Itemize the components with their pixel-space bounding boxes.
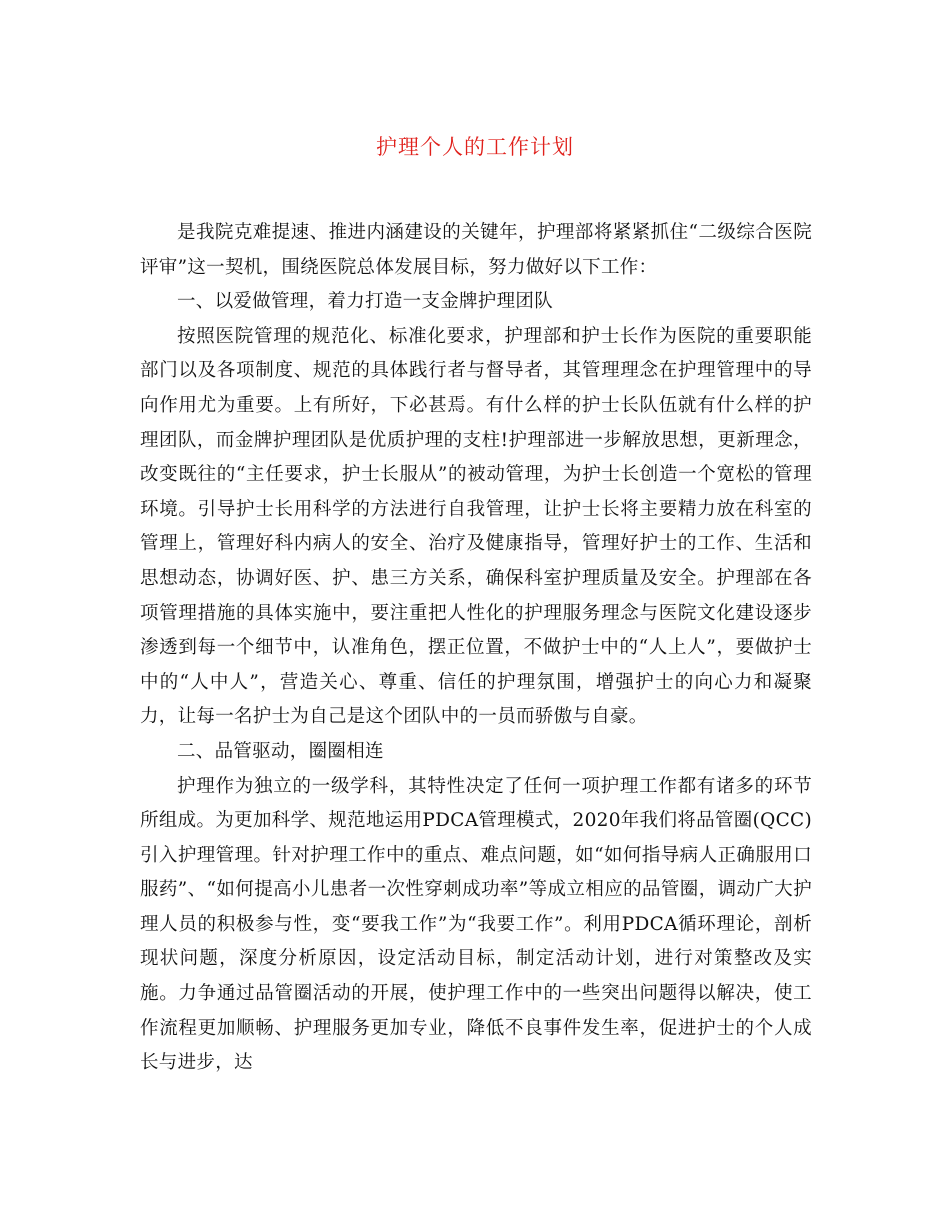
section-heading-2: 二、品管驱动，圈圈相连 — [177, 740, 384, 762]
section-1-paragraph: 按照医院管理的规范化、标准化要求，护理部和护士长作为医院的重要职能部门以及各项制度、规范的具体践行者与督导者，其管理理念在护理管理中的导向作用尤为重要。上有所好，下必甚焉。有什么样的护士长队伍就有什么样的护理团队，而金牌护理团队是优质护理的支柱!护理部进一步解放思想，更新理念，改变既往的“主任要求，护士长服从”的被动管理，为护士长创造一个宽松的管理环境。引导护士长用科学的方法进行自我管理，让护士长将主要精力放在科室的管理上，管理好科内病人的安全、治疗及健康指导，管理好护士的工作、生活和思想动态，协调好医、护、患三方关系，确保科室护理质量及安全。护理部在各项管理措施的具体实施中，要注重把人性化的护理服务理念与医院文化建设逐步渗透到每一个细节中，认准角色，摆正位置，不做护士中的“人上人”，要做护士中的“人中人”，营造关心、尊重、信任的护理氛围，增强护士的向心力和凝聚力，让每一名护士为自己是这个团队中的一员而骄傲与自豪。 — [140, 325, 812, 728]
intro-paragraph: 是我院克难提速、推进内涵建设的关键年，护理部将紧紧抓住“二级综合医院评审”这一契机，围绕医院总体发展目标，努力做好以下工作： — [140, 222, 812, 278]
section-heading-1: 一、以爱做管理，着力打造一支金牌护理团队 — [177, 291, 554, 313]
section-2-paragraph: 护理作为独立的一级学科，其特性决定了任何一项护理工作都有诸多的环节所组成。为更加科学、规范地运用PDCA管理模式，2020年我们将品管圈(QCC)引入护理管理。针对护理工作中的重点、难点问题，如“如何指导病人正确服用口服药”、“如何提高小儿患者一次性穿刺成功率”等成立相应的品管圈，调动广大护理人员的积极参与性，变“要我工作”为“我要工作”。利用PDCA循环理论，剖析现状问题，深度分析原因，设定活动目标，制定活动计划，进行对策整改及实施。力争通过品管圈活动的开展，使护理工作中的一些突出问题得以解决，使工作流程更加顺畅、护理服务更加专业，降低不良事件发生率，促进护士的个人成长与进步，达 — [140, 775, 812, 1074]
document-body — [140, 216, 812, 1081]
document-title: 护理个人的工作计划 — [376, 135, 574, 159]
